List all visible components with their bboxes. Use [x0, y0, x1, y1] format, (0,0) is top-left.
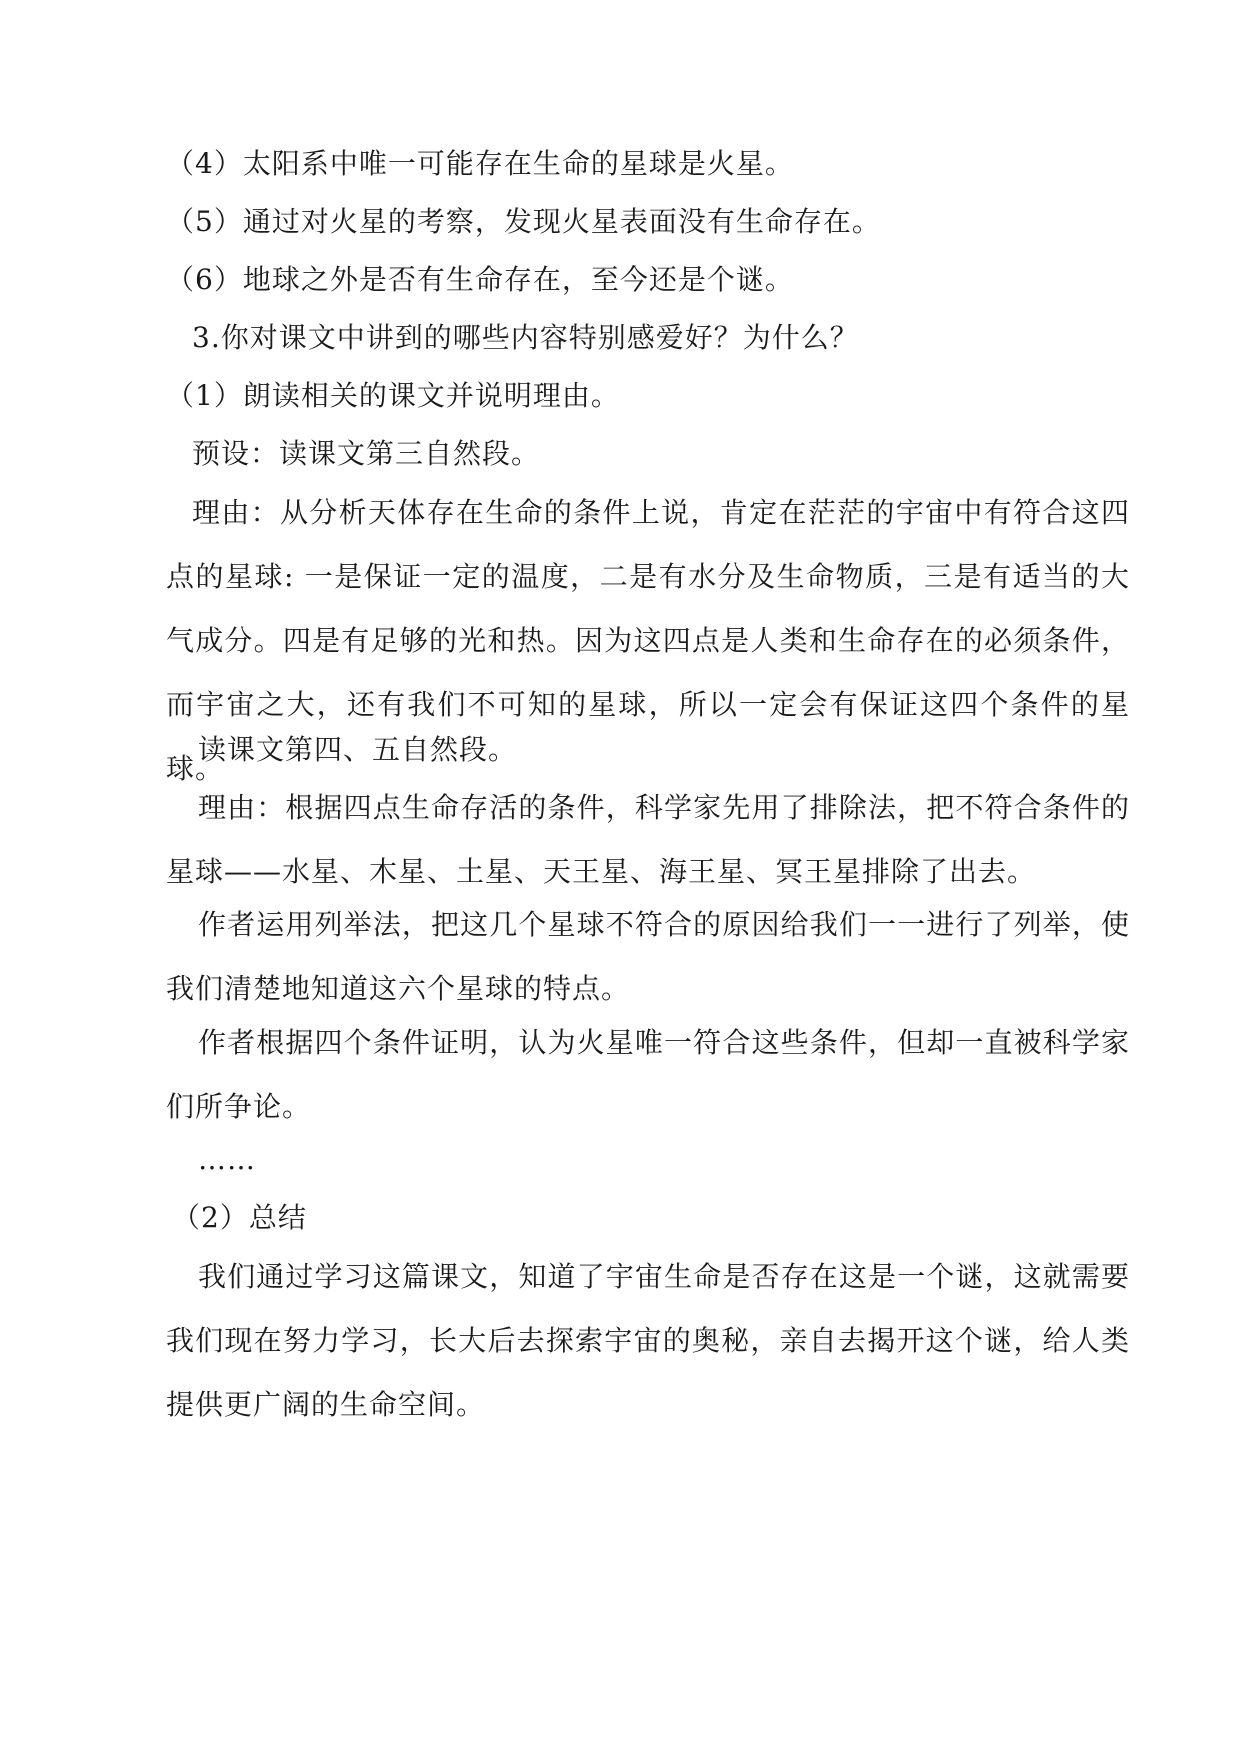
- question-3: 3.你对课文中讲到的哪些内容特别感爱好？为什么？: [192, 321, 859, 354]
- list-item-4: （4）太阳系中唯一可能存在生命的星球是火星。: [166, 147, 794, 180]
- reason-paragraph-2: 理由：根据四点生命存活的条件，科学家先用了排除法，把不符合条件的星球——水星、木星、土星、天王星、海王星、冥王星排除了出去。: [166, 791, 1130, 888]
- reason-paragraph-1: 理由：从分析天体存在生命的条件上说，肯定在茫茫的宇宙中有符合这四点的星球: 一是保证一定的温度，二是有水分及生命物质，三是有适当的大气成分。四是有足够的光和热。因为这四点是人类和生命存在的必须条件，而宇宙之大，还有我们不可知的星球，所以一定会有保证这四个条件的星球。: [166, 496, 1130, 785]
- summary-heading: （2）总结: [172, 1201, 307, 1234]
- subitem-1: （1）朗读相关的课文并说明理由。: [166, 379, 620, 412]
- summary-paragraph: 我们通过学习这篇课文，知道了宇宙生命是否存在这是一个谜，这就需要我们现在努力学习，长大后去探索宇宙的奥秘，亲自去揭开这个谜，给人类提供更广阔的生命空间。: [166, 1260, 1130, 1421]
- list-item-5: （5）通过对火星的考察，发现火星表面没有生命存在。: [166, 205, 881, 238]
- read-paragraph: 读课文第四、五自然段。: [198, 733, 518, 766]
- preset-paragraph: 预设：读课文第三自然段。: [192, 437, 541, 470]
- list-item-6: （6）地球之外是否有生命存在，至今还是个谜。: [166, 263, 794, 296]
- enumeration-paragraph: 作者运用列举法，把这几个星球不符合的原因给我们一一进行了列举，使我们清楚地知道这六个星球的特点。: [166, 908, 1130, 1005]
- proof-paragraph: 作者根据四个条件证明，认为火星唯一符合这些条件，但却一直被科学家们所争论。: [166, 1026, 1130, 1123]
- ellipsis: ……: [198, 1143, 256, 1176]
